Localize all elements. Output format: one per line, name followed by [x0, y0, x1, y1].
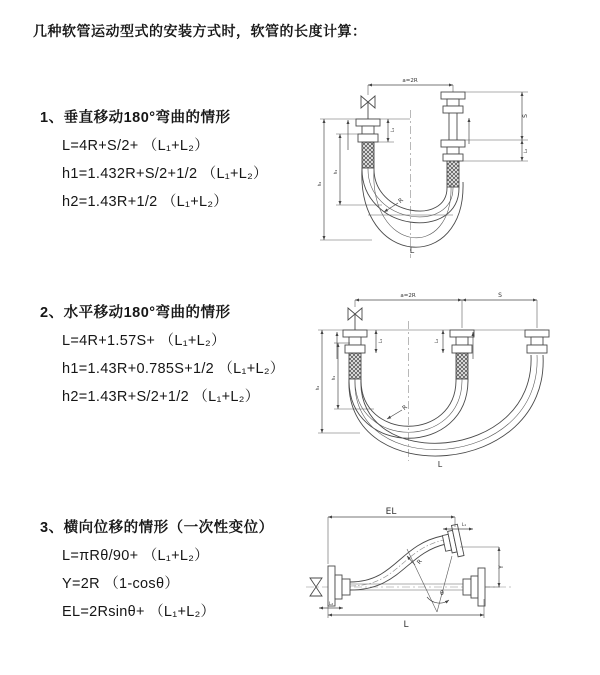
- hose-curves-position2: [349, 355, 543, 456]
- dim-s-label: S: [498, 292, 502, 299]
- dim-h2-label: h₂: [316, 385, 321, 391]
- theta-angle-construction: [407, 549, 452, 612]
- radius-label: R: [415, 558, 424, 566]
- valve-icon: [348, 308, 362, 330]
- hose-displaced-curve: [350, 536, 446, 590]
- section-2-formula-h2: h2=1.43R+S/2+1/2 （L₁+L₂）: [62, 389, 260, 405]
- dim-y-label: Y: [498, 565, 505, 569]
- length-label: L: [403, 620, 409, 630]
- dim-a2r-label: a=2R: [402, 78, 418, 84]
- dim-l1-label: L₁: [461, 523, 467, 528]
- section-2-formula-h1: h1=1.43R+0.785S+1/2 （L₁+L₂）: [62, 361, 285, 377]
- diagram-vertical-180-bend: [312, 72, 552, 262]
- section-3-formula-Y: Y=2R （1-cosθ）: [62, 576, 180, 592]
- left-flange-fitting: [343, 330, 367, 379]
- radius-label: R: [397, 196, 405, 205]
- dim-l2-label: L₂: [435, 338, 440, 344]
- left-flange-fitting: [328, 566, 350, 606]
- right-flange-fitting: [525, 330, 549, 353]
- section-1-formula-h2: h2=1.43R+1/2 （L₁+L₂）: [62, 194, 229, 210]
- section-2: [40, 301, 310, 413]
- section-1: [40, 106, 310, 218]
- right-flange-fitting-lower: [441, 140, 465, 187]
- tilted-flange-fitting: [441, 524, 464, 559]
- radius-label: R: [401, 403, 409, 412]
- section-1-formula-h1: h1=1.432R+S/2+1/2 （L₁+L₂）: [62, 166, 268, 182]
- dim-l2-label: L₂: [524, 148, 529, 154]
- section-1-formula-L: L=4R+S/2+ （L₁+L₂）: [62, 138, 210, 154]
- braided-hose-end: [447, 161, 459, 187]
- dim-a2r-label: a=2R: [400, 293, 416, 299]
- section-3-heading: 3、横向位移的情形（一次性变位）: [40, 520, 274, 536]
- length-label: L: [437, 460, 443, 469]
- braided-hose-end: [362, 142, 374, 168]
- right-flange-fitting-upper: [441, 92, 465, 113]
- diagram-horizontal-180-bend: [310, 283, 562, 473]
- section-2-formula-L: L=4R+1.57S+ （L₁+L₂）: [62, 333, 226, 349]
- theta-label: θ: [440, 590, 444, 597]
- section-3-formula-L: L=πRθ/90+ （L₁+L₂）: [62, 548, 209, 564]
- braided-hose-end: [456, 353, 468, 379]
- dim-l2-label: L₂: [328, 602, 334, 607]
- section-2-heading: 2、水平移动180°弯曲的情形: [40, 305, 231, 321]
- dim-l1-label: L₁: [379, 338, 384, 344]
- length-label: L: [409, 246, 415, 255]
- diagram-lateral-displacement: [303, 505, 598, 650]
- right-flange-fitting: [463, 568, 485, 606]
- section-3: [40, 516, 310, 628]
- dim-h2-label: h₂: [318, 181, 323, 187]
- section-1-heading: 1、垂直移动180°弯曲的情形: [40, 110, 231, 126]
- middle-flange-fitting: [450, 330, 474, 379]
- braided-hose-end: [349, 353, 361, 379]
- dim-h1-label: h₁: [334, 169, 339, 175]
- dim-s-label: S: [522, 114, 529, 118]
- valve-icon: [361, 96, 375, 119]
- dim-h1-label: h₁: [332, 375, 337, 381]
- dim-l1-label: L₁: [391, 127, 396, 133]
- page-title: 几种软管运动型式的安装方式时，软管的长度计算：: [33, 23, 367, 39]
- section-3-formula-EL: EL=2Rsinθ+ （L₁+L₂）: [62, 604, 216, 620]
- left-flange-fitting: [356, 119, 380, 168]
- dim-el-label: EL: [385, 507, 397, 517]
